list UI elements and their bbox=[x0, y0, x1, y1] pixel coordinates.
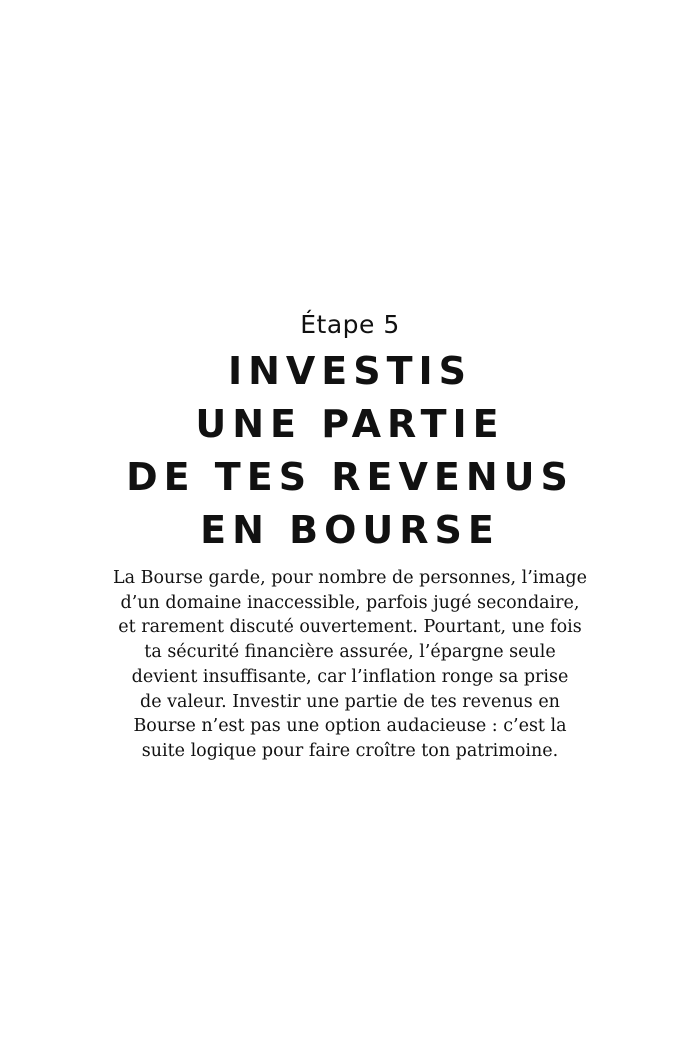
paragraph-line: suite logique pour faire croître ton patrimoine. bbox=[141, 740, 559, 761]
paragraph-line: d’un domaine inaccessible, parfois jugé secondaire, bbox=[120, 592, 580, 613]
title-line: EN BOURSE bbox=[200, 508, 500, 552]
title-line: DE TES REVENUS bbox=[126, 455, 574, 499]
chapter-title bbox=[0, 345, 700, 557]
paragraph-line: Bourse n’est pas une option audacieuse : c’est la bbox=[133, 716, 567, 737]
title-line: INVESTIS bbox=[227, 349, 473, 393]
paragraph-line: devient insuffisante, car l’inflation ronge sa prise bbox=[131, 666, 569, 687]
paragraph-line: ta sécurité financière assurée, l’épargne seule bbox=[144, 642, 556, 663]
step-label: Étape 5 bbox=[300, 310, 400, 339]
intro-paragraph bbox=[0, 566, 700, 764]
paragraph-line: de valeur. Investir une partie de tes revenus en bbox=[140, 691, 560, 712]
paragraph-line: et rarement discuté ouvertement. Pourtant, une fois bbox=[118, 617, 582, 638]
paragraph-line: La Bourse garde, pour nombre de personnes, l’image bbox=[113, 568, 587, 588]
title-line: UNE PARTIE bbox=[195, 402, 505, 446]
